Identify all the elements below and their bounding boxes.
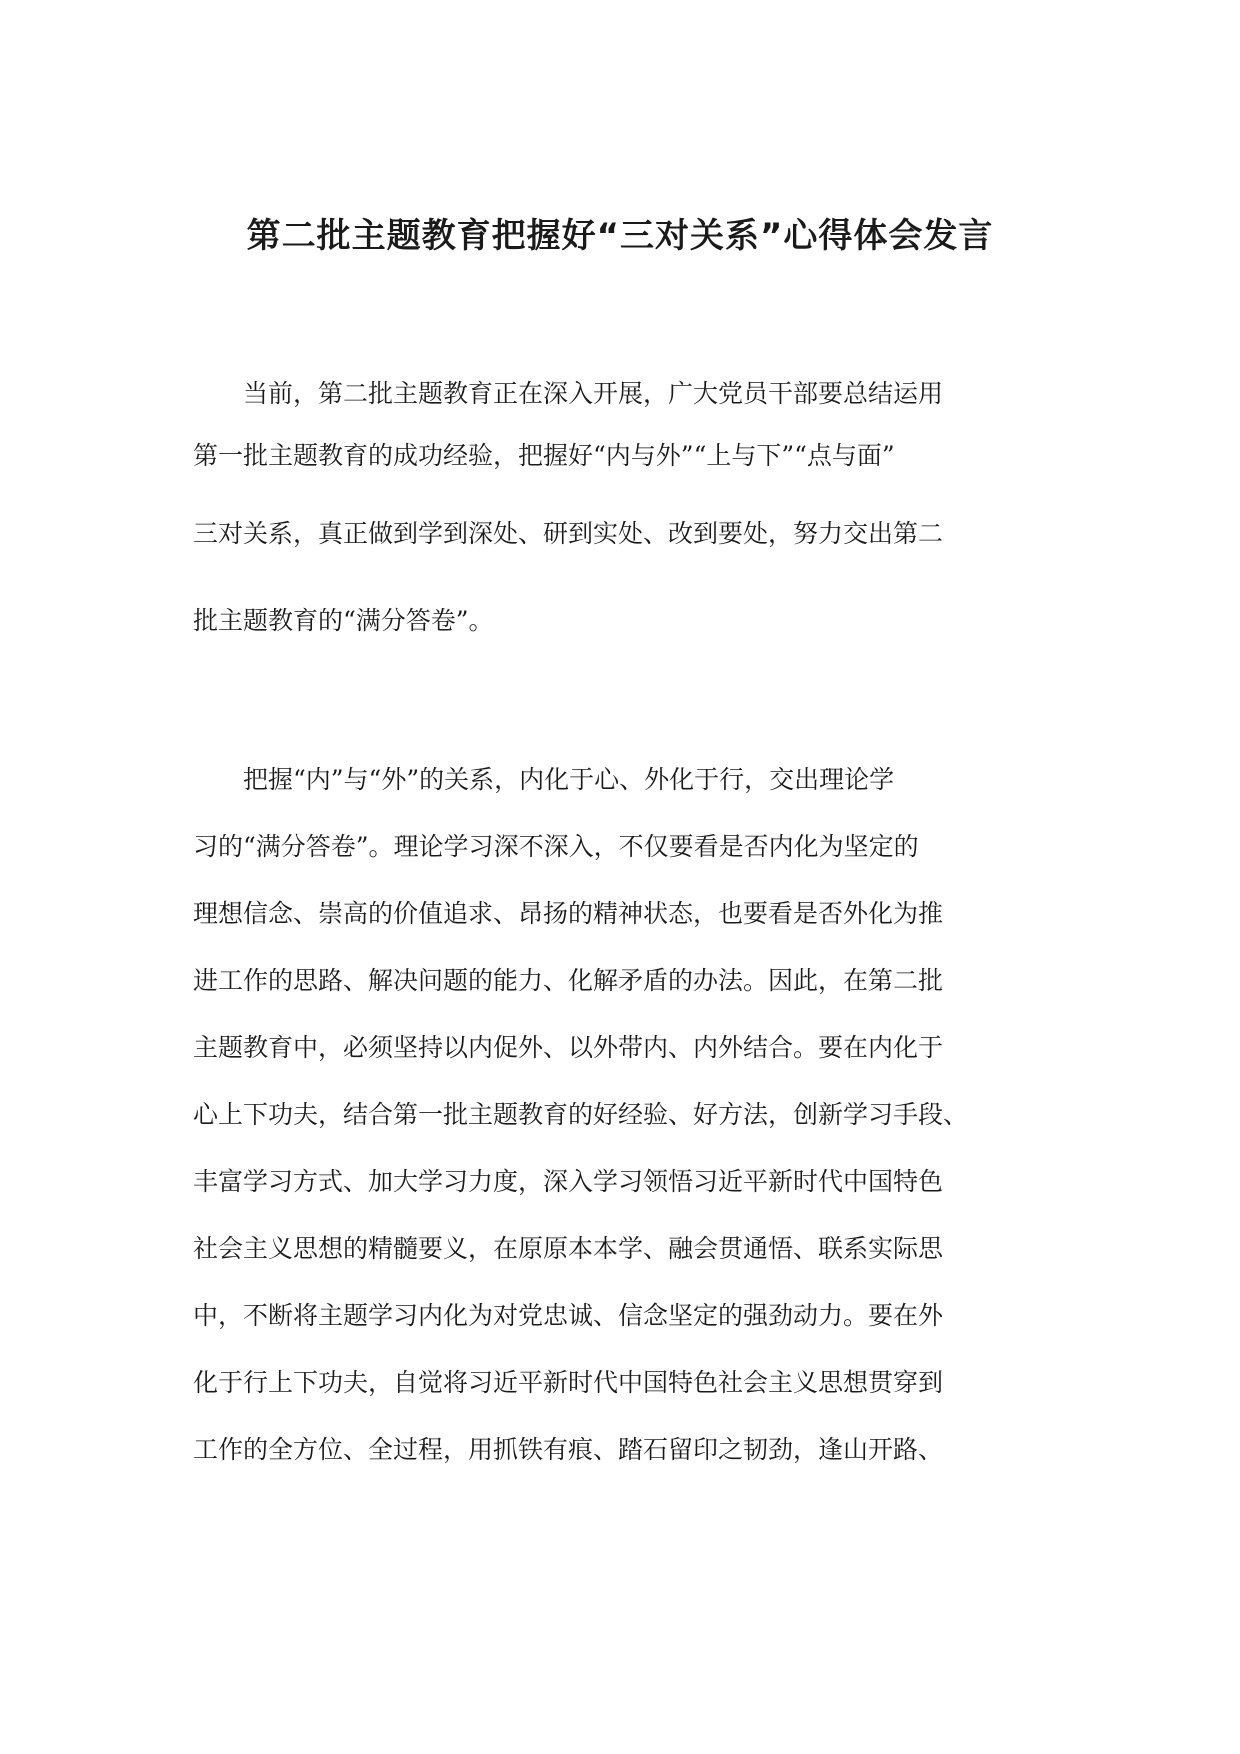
paragraph-line: 进工作的思路、解决问题的能力、化解矛盾的办法。因此，在第二批 (193, 966, 944, 995)
paragraph-line: 社会主义思想的精髓要义，在原原本本学、融会贯通悟、联系实际思 (193, 1234, 944, 1263)
paragraph-line: 化于行上下功夫，自觉将习近平新时代中国特色社会主义思想贯穿到 (193, 1368, 944, 1397)
paragraph-line: 心上下功夫，结合第一批主题教育的好经验、好方法，创新学习手段、 (193, 1100, 969, 1129)
paragraph-line: 理想信念、崇高的价值追求、昂扬的精神状态，也要看是否外化为推 (193, 899, 944, 928)
paragraph-line: 第一批主题教育的成功经验，把握好“内与外”“上与下”“点与面” (193, 441, 895, 470)
paragraph-line: 习的“满分答卷”。理论学习深不深入，不仅要看是否内化为坚定的 (193, 832, 919, 861)
paragraph-line: 批主题教育的“满分答卷”。 (193, 606, 494, 635)
paragraph-line: 主题教育中，必须坚持以内促外、以外带内、内外结合。要在内化于 (193, 1033, 944, 1062)
document-title: 第二批主题教育把握好“三对关系”心得体会发言 (246, 216, 994, 256)
paragraph-line: 丰富学习方式、加大学习力度，深入学习领悟习近平新时代中国特色 (193, 1167, 944, 1196)
paragraph-line: 当前，第二批主题教育正在深入开展，广大党员干部要总结运用 (243, 379, 944, 408)
paragraph-line: 把握“内”与“外”的关系，内化于心、外化于行，交出理论学 (243, 765, 895, 794)
paragraph-line: 三对关系，真正做到学到深处、研到实处、改到要处，努力交出第二 (193, 519, 944, 548)
paragraph-line: 工作的全方位、全过程，用抓铁有痕、踏石留印之韧劲，逢山开路、 (193, 1435, 944, 1464)
paragraph-line: 中，不断将主题学习内化为对党忠诚、信念坚定的强劲动力。要在外 (193, 1301, 944, 1330)
